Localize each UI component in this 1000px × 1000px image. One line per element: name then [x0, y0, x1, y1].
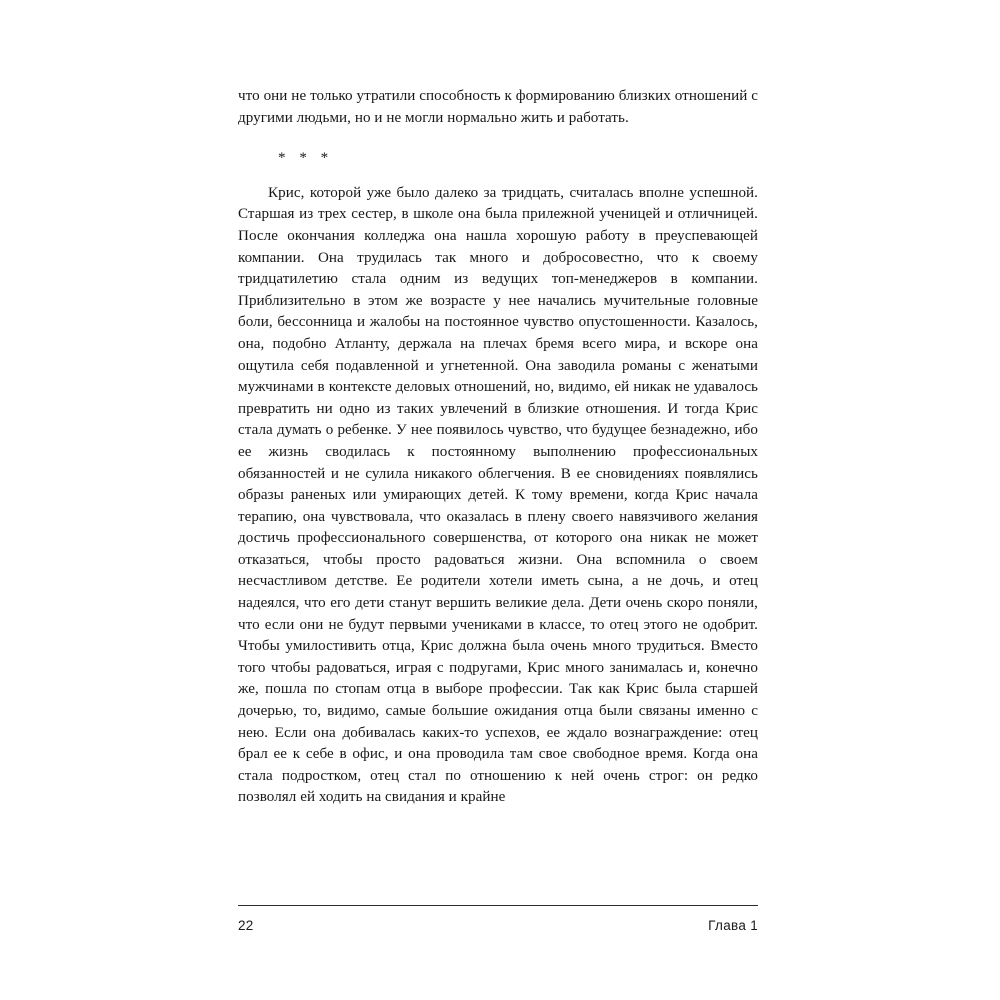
page-number: 22	[238, 918, 254, 933]
section-divider: * * *	[278, 150, 334, 167]
chapter-label: Глава 1	[708, 918, 758, 933]
page-footer	[238, 905, 758, 933]
text-column	[238, 86, 758, 809]
paragraph-main: Крис, которой уже было далеко за тридцать, считалась вполне успешной. Старшая из трех сестер, в школе она была прилежной ученицей и отличницей. После окончания колледжа она нашла хорошую работу в преуспевающей компании. Она трудилась так много и добросовестно, что к своему тридцатилетию стала одним из ведущих топ-менеджеров в компании. Приблизительно в этом же возрасте у нее начались мучительные головные боли, бессонница и жалобы на постоянное чувство опустошенности. Казалось, она, подобно Атланту, держала на плечах бремя всего мира, и вскоре она ощутила себя подавленной и угнетенной. Она заводила романы с женатыми мужчинами в контексте деловых отношений, но, видимо, ей никак не удавалось превратить ни одно из таких увлечений в близкие отношения. И тогда Крис стала думать о ребенке. У нее появилось чувство, что будущее безнадежно, ибо ее жизнь сводилась к постоянному выполнению профессиональных обязанностей и не сулила никакого облегчения. В ее сновидениях появлялись образы раненых или умирающих детей. К тому времени, когда Крис начала терапию, она чувствовала, что оказалась в плену своего навязчивого желания достичь профессионального совершенства, от которого она никак не может отказаться, чтобы просто радоваться жизни. Она вспомнила о своем несчастливом детстве. Ее родители хотели иметь сына, а не дочь, и отец надеялся, что его дети станут вершить великие дела. Дети очень скоро поняли, что если они не будут первыми учениками в классе, то отец этого не одобрит. Чтобы умилостивить отца, Крис должна была очень много трудиться. Вместо того чтобы радоваться, играя с подругами, Крис много занималась и, конечно же, пошла по стопам отца в выборе профессии. Так как Крис была старшей дочерью, то, видимо, самые большие ожидания отца были связаны именно с нею. Если она добивалась каких-то успехов, ее ждало вознаграждение: отец брал ее к себе в офис, и она проводила там свое свободное время. Когда она стала подростком, отец стал по отношению к ней очень строг: он редко позволял ей ходить на свидания и крайне	[238, 184, 758, 806]
footer-row	[238, 918, 758, 933]
paragraph-spacer	[238, 129, 758, 148]
paragraph-continued: что они не только утратили способность к формированию близких отношений с другими людьми, но и не могли нормально жить и работать.	[238, 88, 758, 126]
divider-spacer	[238, 170, 758, 183]
footer-divider-rule	[238, 905, 758, 906]
